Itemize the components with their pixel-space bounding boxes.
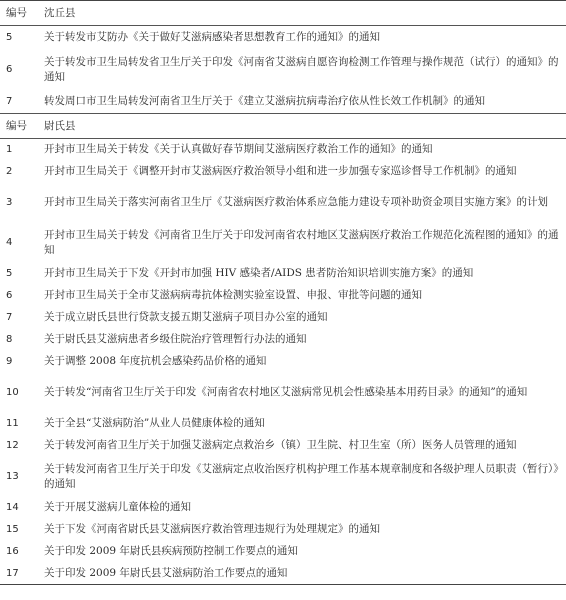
row-text: 关于转发“河南省卫生厅关于印发《河南省农村地区艾滋病常见机会性感染基本用药目录》的通知”的通知 xyxy=(44,386,528,398)
header-county-label: 尉氏县 xyxy=(44,114,566,139)
table-row xyxy=(0,497,566,519)
row-number: 16 xyxy=(6,546,19,557)
row-text: 关于转发河南省卫生厅关于印发《艾滋病定点收治医疗机构护理工作基本规章制度和各级护理人员职责（暂行）》的通知 xyxy=(44,462,559,490)
row-text: 关于下发《河南省尉氏县艾滋病医疗救治管理违规行为处理规定》的通知 xyxy=(44,523,380,535)
row-number: 7 xyxy=(0,90,44,114)
row-text: 关于转发市艾防办《关于做好艾滋病感染者思想教育工作的通知》的通知 xyxy=(44,31,380,44)
row-text: 开封市卫生局关于落实河南省卫生厅《艾滋病医疗救治体系应急能力建设专项补助资金项目实施方案》的计划 xyxy=(44,196,548,208)
table-row xyxy=(0,307,566,329)
row-number: 5 xyxy=(6,268,13,279)
row-text: 关于转发河南省卫生厅关于加强艾滋病定点救治乡（镇）卫生院、村卫生室（所）医务人员管理的通知 xyxy=(44,439,517,451)
row-text: 开封市卫生局关于转发《河南省卫生厅关于印发河南省农村地区艾滋病医疗救治工作规范化流程图的通知》的通知 xyxy=(44,228,559,256)
table-row xyxy=(0,373,566,413)
table-row xyxy=(0,139,566,161)
table-row xyxy=(0,50,566,90)
table-row xyxy=(0,263,566,285)
table-row xyxy=(0,161,566,183)
table-row xyxy=(0,413,566,435)
row-text: 关于尉氏县艾滋病患者乡级住院治疗管理暂行办法的通知 xyxy=(44,333,307,345)
row-number: 10 xyxy=(6,387,19,398)
row-text: 关于印发 2009 年尉氏县疾病预防控制工作要点的通知 xyxy=(44,545,298,557)
row-text: 关于印发 2009 年尉氏县艾滋病防治工作要点的通知 xyxy=(44,563,566,585)
table-row xyxy=(0,435,566,457)
row-number: 13 xyxy=(6,471,19,482)
table-row xyxy=(0,563,566,585)
header-number-label: 编号 xyxy=(0,114,44,139)
row-text: 关于转发市卫生局转发省卫生厅关于印发《河南省艾滋病自愿咨询检测工作管理与操作规范（试行）的通知》的通知 xyxy=(44,55,559,83)
row-number: 6 xyxy=(6,64,13,75)
row-text: 开封市卫生局关于全市艾滋病病毒抗体检测实验室设置、申报、审批等问题的通知 xyxy=(44,289,422,301)
row-number: 14 xyxy=(6,502,19,513)
table-row xyxy=(0,90,566,114)
row-text: 开封市卫生局关于《调整开封市艾滋病医疗救治领导小组和进一步加强专家巡诊督导工作机制》的通知 xyxy=(44,165,517,177)
row-text: 关于调整 2008 年度抗机会感染药品价格的通知 xyxy=(44,355,267,367)
row-number: 5 xyxy=(6,32,13,44)
section-header-shenqiu xyxy=(0,1,566,26)
row-number: 9 xyxy=(6,356,13,367)
header-number-label: 编号 xyxy=(0,1,44,26)
row-number: 12 xyxy=(6,440,19,451)
row-text: 开封市卫生局关于下发《开封市加强 HIV 感染者/AIDS 患者防治知识培训实施方案》的通知 xyxy=(44,267,474,279)
table-row xyxy=(0,541,566,563)
row-text: 关于开展艾滋病儿童体检的通知 xyxy=(44,501,191,513)
row-number: 3 xyxy=(6,197,13,208)
row-text: 开封市卫生局关于转发《关于认真做好春节期间艾滋病医疗救治工作的通知》的通知 xyxy=(44,143,433,156)
table-row xyxy=(0,223,566,263)
table-row xyxy=(0,519,566,541)
row-text: 转发周口市卫生局转发河南省卫生厅关于《建立艾滋病抗病毒治疗依从性长效工作机制》的通知 xyxy=(44,90,566,114)
row-number: 1 xyxy=(6,144,13,156)
table-row xyxy=(0,26,566,50)
row-number: 15 xyxy=(6,524,19,535)
row-number: 2 xyxy=(6,166,13,177)
table-row xyxy=(0,285,566,307)
row-number: 17 xyxy=(0,563,44,585)
table-row xyxy=(0,329,566,351)
row-number: 11 xyxy=(6,418,19,429)
row-number: 8 xyxy=(6,334,13,345)
table-row xyxy=(0,457,566,497)
header-county-label: 沈丘县 xyxy=(44,1,566,26)
row-number: 4 xyxy=(6,237,13,248)
row-text: 关于全县“艾滋病防治”从业人员健康体检的通知 xyxy=(44,417,265,429)
row-number: 6 xyxy=(6,290,13,301)
row-number: 7 xyxy=(6,312,13,323)
table-row xyxy=(0,351,566,373)
table-row xyxy=(0,183,566,223)
section-header-weishi xyxy=(0,114,566,139)
row-text: 关于成立尉氏县世行贷款支援五期艾滋病子项目办公室的通知 xyxy=(44,311,328,323)
